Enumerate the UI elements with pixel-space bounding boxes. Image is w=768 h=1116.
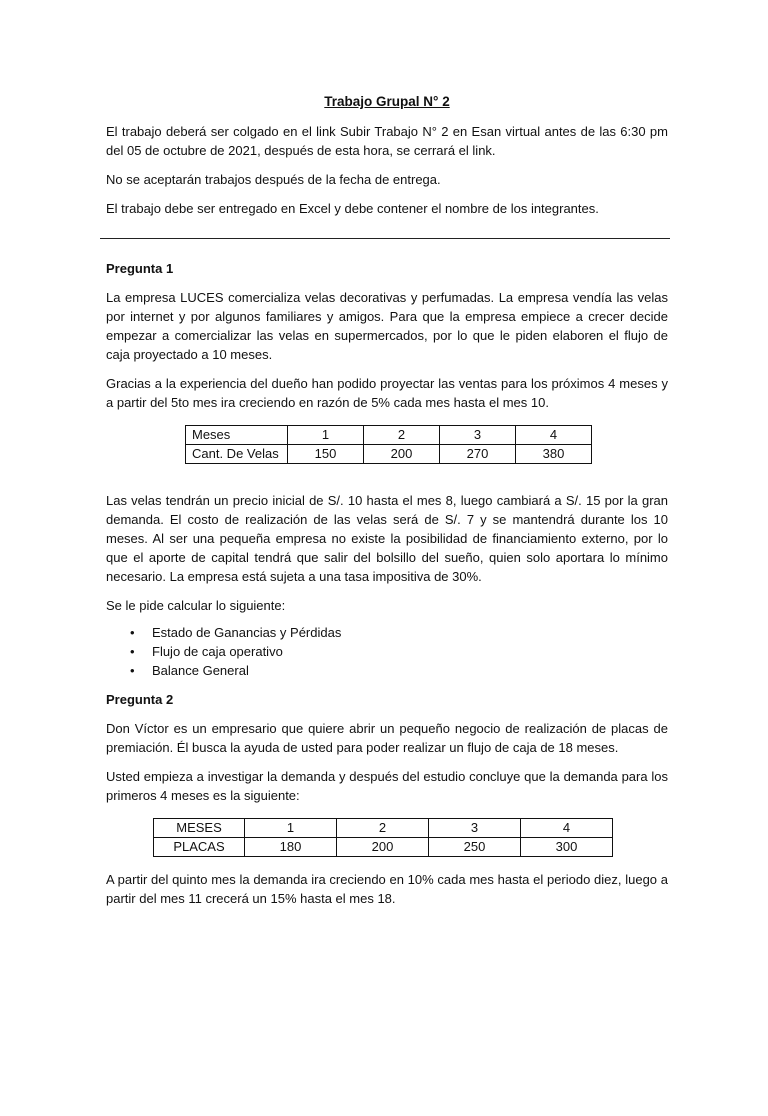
bullet-icon: • (130, 644, 135, 659)
table-cell-label: Meses (186, 426, 288, 445)
bullet-icon: • (130, 625, 135, 640)
question-2-paragraph-demand: Usted empieza a investigar la demanda y después del estudio concluye que la demanda para los primeros 4 meses es la siguiente: (106, 769, 668, 803)
table-cell: 4 (521, 819, 613, 838)
table-cell: 1 (245, 819, 337, 838)
table-cell: 380 (516, 445, 592, 464)
list-item-label: Estado de Ganancias y Pérdidas (152, 625, 342, 640)
table-cell: 3 (440, 426, 516, 445)
table-cell: 300 (521, 838, 613, 857)
intro-paragraph-late: No se aceptarán trabajos después de la fecha de entrega. (106, 172, 441, 187)
plaques-demand-table (153, 818, 613, 857)
table-cell: 200 (364, 445, 440, 464)
table-row (154, 819, 613, 838)
table-row (186, 426, 592, 445)
table-cell-label: PLACAS (154, 838, 245, 857)
question-1-paragraph-sales: Gracias a la experiencia del dueño han podido proyectar las ventas para los próximos 4 meses y a partir del 5to mes ira creciendo en razón de 5% cada mes hasta el mes 10. (106, 376, 668, 410)
table-cell: 200 (337, 838, 429, 857)
list-item-label: Flujo de caja operativo (152, 644, 283, 659)
question-1-heading: Pregunta 1 (106, 261, 174, 276)
table-cell: 2 (337, 819, 429, 838)
list-item (130, 661, 668, 680)
list-item (130, 623, 668, 642)
intro-paragraph-format: El trabajo debe ser entregado en Excel y debe contener el nombre de los integrantes. (106, 201, 599, 216)
horizontal-divider (100, 238, 670, 239)
table-cell-label: MESES (154, 819, 245, 838)
table-cell-label: Cant. De Velas (186, 445, 288, 464)
bullet-icon: • (130, 663, 135, 678)
table-cell: 2 (364, 426, 440, 445)
question-1-deliverables-list (106, 623, 668, 680)
list-item (130, 642, 668, 661)
question-1-paragraph-request: Se le pide calcular lo siguiente: (106, 598, 286, 613)
table-cell: 3 (429, 819, 521, 838)
candles-sales-table (185, 425, 592, 464)
table-row (154, 838, 613, 857)
question-2-heading: Pregunta 2 (106, 692, 174, 707)
table-cell: 1 (288, 426, 364, 445)
table-cell: 270 (440, 445, 516, 464)
list-item-label: Balance General (152, 663, 249, 678)
document-page (0, 92, 768, 1116)
table-row (186, 445, 592, 464)
table-cell: 4 (516, 426, 592, 445)
intro-paragraph-deadline: El trabajo deberá ser colgado en el link Subir Trabajo N° 2 en Esan virtual antes de las 6:30 pm del 05 de octubre de 2021, después de esta hora, se cerrará el link. (106, 124, 668, 158)
document-title: Trabajo Grupal N° 2 (324, 94, 450, 109)
question-1-paragraph-context: La empresa LUCES comercializa velas decorativas y perfumadas. La empresa vendía las velas por internet y por algunos familiares y amigos. Para que la empresa empiece a crecer decide empezar a comercializar las velas en supermercados, por lo que le piden elaboren el flujo de caja proyectado a 10 meses. (106, 290, 668, 362)
table-cell: 150 (288, 445, 364, 464)
question-1-paragraph-pricing: Las velas tendrán un precio inicial de S/. 10 hasta el mes 8, luego cambiará a S/. 15 por la gran demanda. El costo de realización de las velas será de S/. 7 y se mantendrá durante los 10 meses. Al ser una pequeña empresa no existe la posibilidad de financiamiento externo, por lo que el aporte de capital tendrá que salir del bolsillo del sueño, quien solo aportara lo mínimo necesario. La empresa está sujeta a una tasa impositiva de 30%. (106, 493, 668, 584)
table-cell: 250 (429, 838, 521, 857)
question-2-paragraph-context: Don Víctor es un empresario que quiere abrir un pequeño negocio de realización de placas de premiación. Él busca la ayuda de usted para poder realizar un flujo de caja de 18 meses. (106, 721, 668, 755)
question-2-paragraph-growth: A partir del quinto mes la demanda ira creciendo en 10% cada mes hasta el periodo diez, luego a partir del mes 11 crecerá un 15% hasta el mes 18. (106, 872, 668, 906)
table-cell: 180 (245, 838, 337, 857)
